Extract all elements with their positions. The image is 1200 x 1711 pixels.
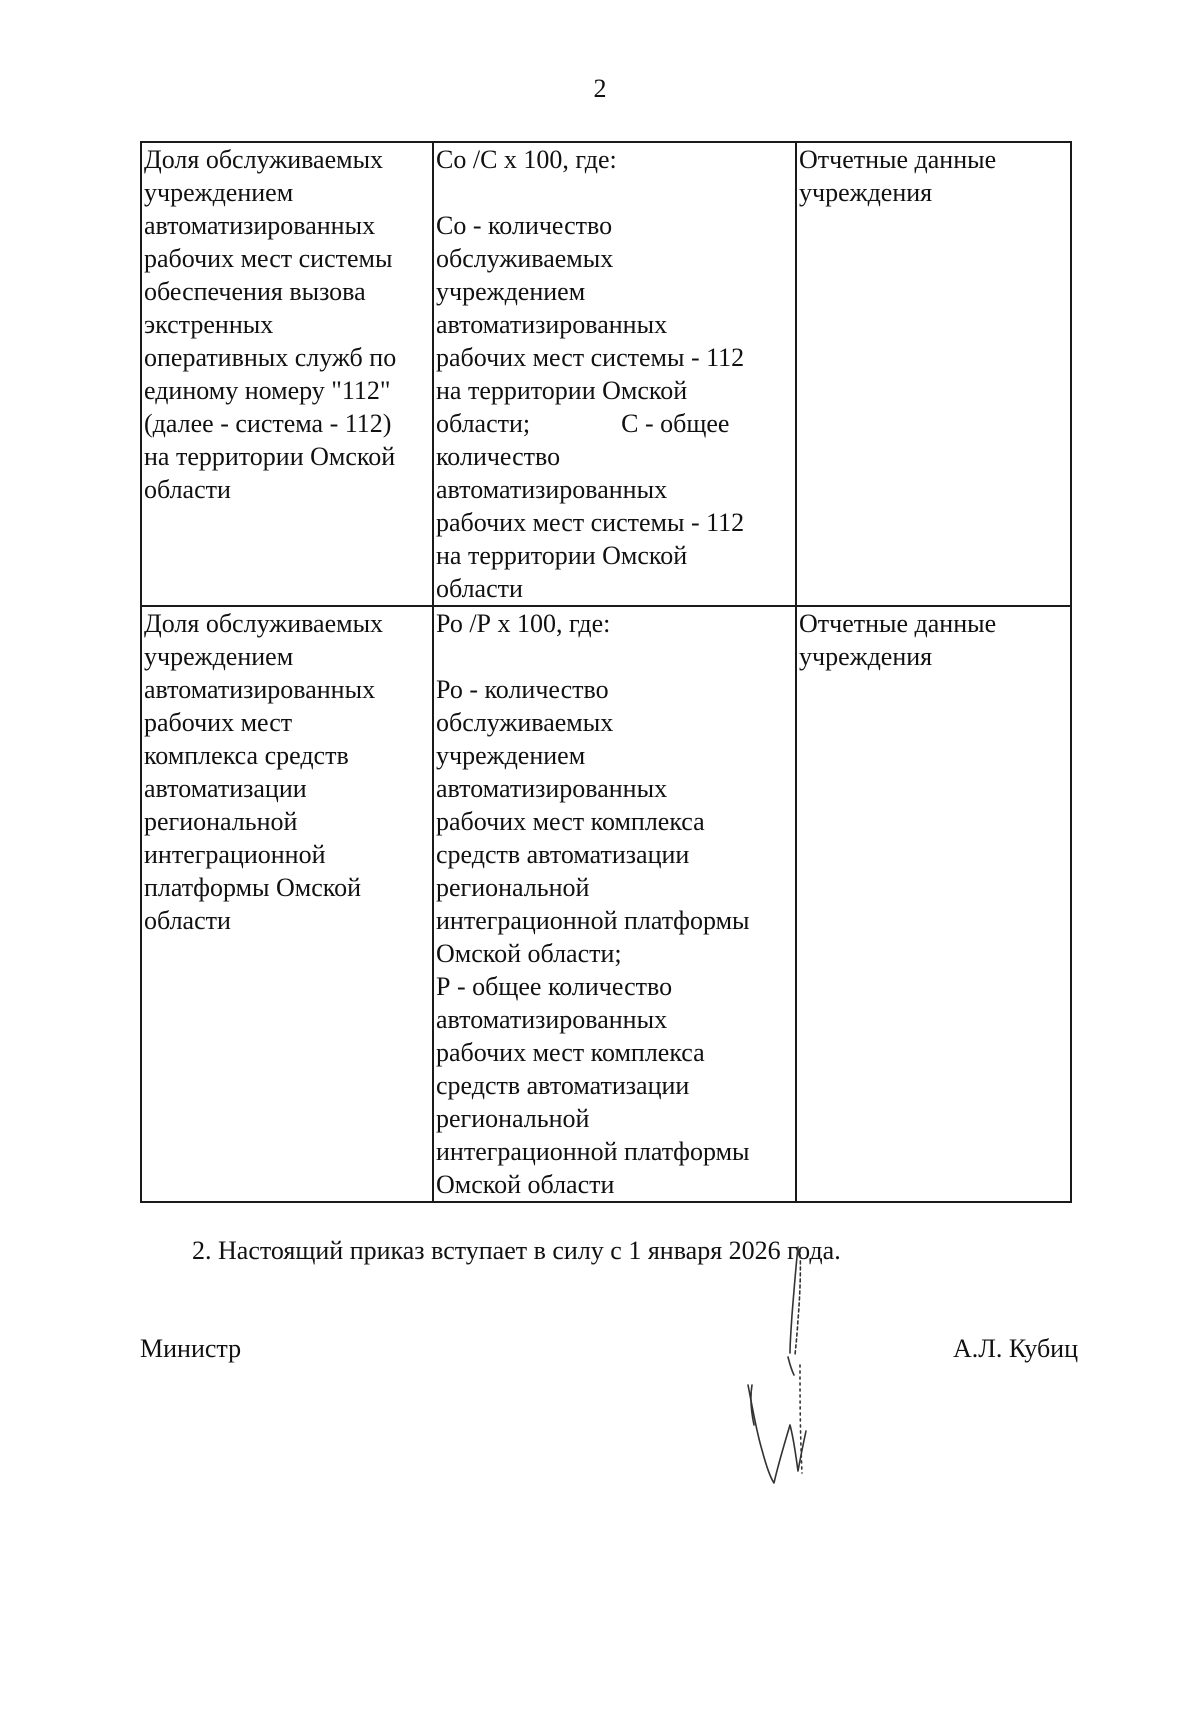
signatory-name: А.Л. Кубиц xyxy=(952,1334,1078,1363)
formula-line: Омской области; xyxy=(436,939,622,968)
source-line: Отчетные данные xyxy=(799,145,997,174)
table-row xyxy=(141,142,1071,606)
formula-line: Омской области xyxy=(436,1170,615,1199)
indicator-line: платформы Омской xyxy=(144,873,361,902)
blank-line xyxy=(436,640,795,673)
formula-cell xyxy=(433,142,796,606)
indicator-line: Доля обслуживаемых xyxy=(144,609,384,638)
source-line: учреждения xyxy=(799,178,933,207)
formula-line: рабочих мест системы - 112 xyxy=(436,508,745,537)
indicator-line: комплекса средств xyxy=(144,741,349,770)
source-line: учреждения xyxy=(799,642,933,671)
indicator-line: оперативных служб по xyxy=(144,343,397,372)
indicator-line: на территории Омской xyxy=(144,442,396,471)
signatory-title: Министр xyxy=(140,1334,242,1363)
formula-title: Ро /Р х 100, где: xyxy=(436,609,611,638)
indicator-line: автоматизированных xyxy=(144,675,376,704)
indicator-cell xyxy=(141,606,433,1202)
blank-line xyxy=(436,176,795,209)
formula-line: на территории Омской xyxy=(436,376,688,405)
formula-line: автоматизированных xyxy=(436,310,668,339)
formula-line: области xyxy=(436,574,523,603)
indicator-cell xyxy=(141,142,433,606)
formula-line: количество xyxy=(436,442,561,471)
signature-stroke xyxy=(748,1385,806,1483)
formula-line: области; С - общее xyxy=(436,409,730,438)
indicator-line: рабочих мест xyxy=(144,708,293,737)
indicator-line: Доля обслуживаемых xyxy=(144,145,384,174)
formula-line: учреждением xyxy=(436,741,586,770)
indicator-line: единому номеру "112" xyxy=(144,376,391,405)
indicator-line: автоматизации xyxy=(144,774,307,803)
indicator-line: учреждением xyxy=(144,178,294,207)
indicator-line: учреждением xyxy=(144,642,294,671)
formula-line: обслуживаемых xyxy=(436,708,614,737)
formula-line: региональной xyxy=(436,873,590,902)
signature-stroke xyxy=(788,1357,794,1375)
indicator-line: области xyxy=(144,475,231,504)
formula-line: Со - количество xyxy=(436,211,613,240)
formula-line: интеграционной платформы xyxy=(436,906,750,935)
formula-line: региональной xyxy=(436,1104,590,1133)
source-cell xyxy=(796,142,1071,606)
indicator-line: (далее - система - 112) xyxy=(144,409,392,438)
formula-line: средств автоматизации xyxy=(436,840,690,869)
formula-line: автоматизированных xyxy=(436,475,668,504)
signature-stroke xyxy=(790,1247,798,1353)
table-row xyxy=(141,606,1071,1202)
page-number: 2 xyxy=(593,74,607,103)
handwritten-signature xyxy=(740,1245,830,1495)
formula-line: учреждением xyxy=(436,277,586,306)
formula-line: рабочих мест комплекса xyxy=(436,807,705,836)
formula-cell xyxy=(433,606,796,1202)
formula-line: на территории Омской xyxy=(436,541,688,570)
indicator-line: области xyxy=(144,906,231,935)
clause-2: 2. Настоящий приказ вступает в силу с 1 января 2026 года. xyxy=(192,1236,841,1265)
formula-line: рабочих мест комплекса xyxy=(436,1038,705,1067)
indicator-line: региональной xyxy=(144,807,298,836)
indicator-line: автоматизированных xyxy=(144,211,376,240)
formula-line: Р - общее количество xyxy=(436,972,673,1001)
formula-line: обслуживаемых xyxy=(436,244,614,273)
formula-title: Со /С х 100, где: xyxy=(436,145,617,174)
indicator-line: обеспечения вызова xyxy=(144,277,366,306)
formula-line: средств автоматизации xyxy=(436,1071,690,1100)
formula-line: интеграционной платформы xyxy=(436,1137,750,1166)
formula-line: автоматизированных xyxy=(436,1005,668,1034)
formula-line: рабочих мест системы - 112 xyxy=(436,343,745,372)
indicator-line: экстренных xyxy=(144,310,274,339)
formula-line: автоматизированных xyxy=(436,774,668,803)
indicator-line: интеграционной xyxy=(144,840,326,869)
indicator-table xyxy=(140,141,1072,1203)
source-cell xyxy=(796,606,1071,1202)
formula-line: Ро - количество xyxy=(436,675,609,704)
indicator-line: рабочих мест системы xyxy=(144,244,393,273)
source-line: Отчетные данные xyxy=(799,609,997,638)
